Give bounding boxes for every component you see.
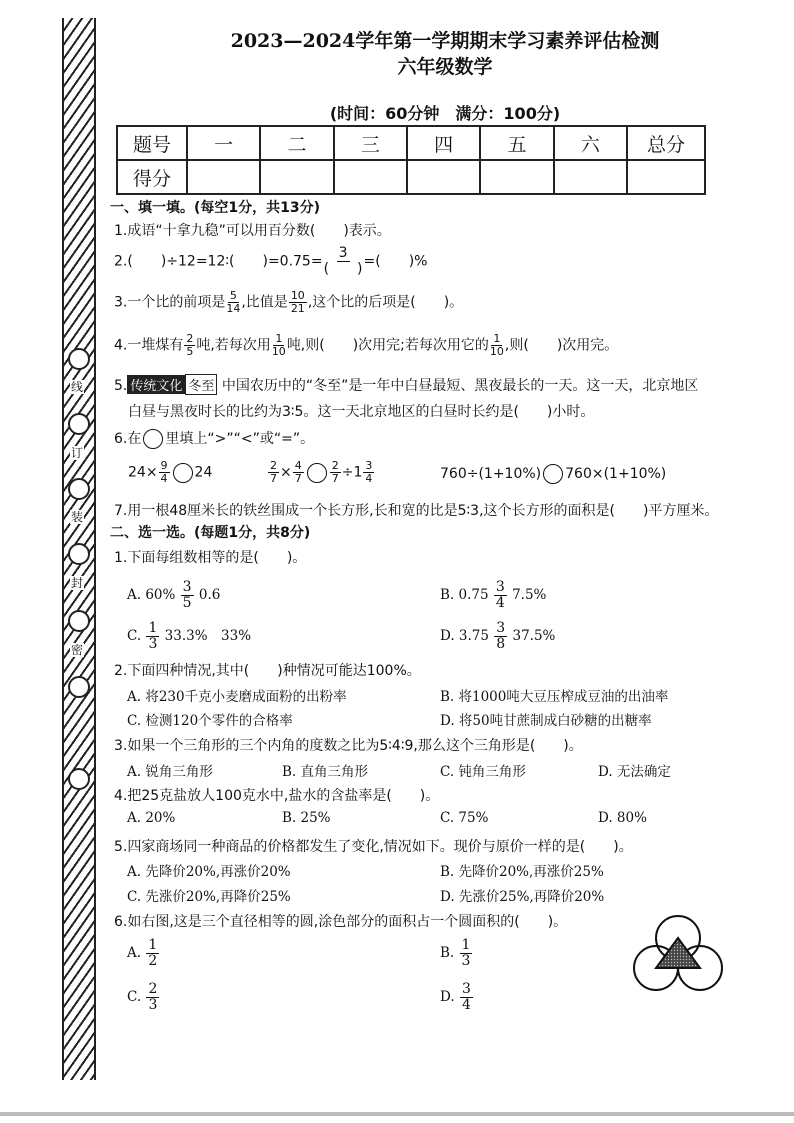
option-b[interactable]: B. 0.75 $\frac{3}{4}$ 7.5% — [440, 579, 547, 611]
s1-question-5: 5. 传统文化 冬至 中国农历中的“冬至”是一年中白昼最短、黑夜最长的一天。这一天，北京地区 — [114, 374, 698, 395]
score-table-header-row — [117, 126, 705, 160]
option-d[interactable]: D. 3.75 $\frac{3}{8}$ 37.5% — [440, 620, 556, 652]
score-input-cell[interactable] — [554, 160, 627, 194]
s2-question-2: 2.下面四种情况,其中( )种情况可能达100%。 — [114, 663, 421, 679]
score-header-cell: 一 — [187, 126, 260, 160]
circle-blank-icon — [143, 429, 163, 449]
binding-ring — [68, 676, 90, 698]
option-a[interactable]: A. 先降价20%,再涨价20% — [127, 864, 291, 880]
score-label-cell: 得分 — [117, 160, 187, 194]
compare-circle[interactable] — [543, 464, 563, 484]
score-input-cell[interactable] — [627, 160, 705, 194]
fraction: $\frac{1}{10}$ — [489, 332, 504, 358]
page-bottom-border — [0, 1112, 794, 1116]
option-d[interactable]: D. 80% — [598, 810, 647, 826]
option-b[interactable]: B. 25% — [282, 810, 331, 826]
binding-ring — [68, 610, 90, 632]
s2-question-4: 4.把25克盐放人100克水中,盐水的含盐率是( )。 — [114, 788, 440, 804]
fraction: $\frac{1}{3}$ — [461, 937, 471, 969]
option-b[interactable]: B. 将1000吨大豆压榨成豆油的出油率 — [440, 689, 669, 705]
binding-label: 密 — [70, 643, 83, 657]
option-d[interactable]: D. $\frac{3}{4}$ — [440, 981, 471, 1013]
option-c[interactable]: C. $\frac{1}{3}$ 33.3% 33% — [127, 620, 252, 652]
fraction: $\frac{3}{4}$ — [461, 981, 471, 1013]
fraction: $\frac{9}{4}$ — [160, 459, 168, 485]
s1-q6-expr-3: 760÷(1+10%) 760×(1+10%) — [440, 466, 667, 482]
fraction: $\frac{2}{3}$ — [148, 981, 158, 1013]
binding-ring — [68, 768, 90, 790]
fraction: $\frac{2}{7}$ — [270, 459, 277, 485]
fraction: $\frac{1}{2}$ — [148, 937, 158, 969]
option-a[interactable]: A. 将230千克小麦磨成面粉的出粉率 — [127, 689, 347, 705]
fraction: $\frac{3}{( )}$ — [323, 245, 363, 277]
binding-ring — [68, 413, 90, 435]
binding-label: 订 — [70, 446, 83, 460]
fraction: $\frac{2}{5}$ — [186, 332, 194, 358]
score-input-cell[interactable] — [407, 160, 480, 194]
binding-strip — [62, 18, 96, 1080]
s1-question-7: 7.用一根48厘米长的铁丝围成一个长方形,长和宽的比是5∶3,这个长方形的面积是( )平方厘米。 — [114, 503, 719, 519]
option-b[interactable]: B. $\frac{1}{3}$ — [440, 937, 471, 969]
fraction: $\frac{10}{21}$ — [290, 289, 305, 315]
score-header-cell: 二 — [260, 126, 333, 160]
three-circles-figure — [628, 910, 728, 1002]
option-b[interactable]: B. 先降价20%,再涨价25% — [440, 864, 604, 880]
s1-question-4: 4.一堆煤有 $\frac{2}{5}$ 吨,若每次用 $\frac{1}{10}$ 吨,则( )次用完;若每次用它的 $\frac{1}{10}$ ,则( )次用完。 — [114, 332, 619, 358]
exam-subtitle: 六年级数学 — [397, 56, 493, 78]
binding-ring — [68, 543, 90, 565]
s2-question-5: 5.四家商场同一种商品的价格都发生了变化,情况如下。现价与原价一样的是( )。 — [114, 839, 633, 855]
fraction: $\frac{1}{10}$ — [271, 332, 286, 358]
s2-question-3: 3.如果一个三角形的三个内角的度数之比为5∶4∶9,那么这个三角形是( )。 — [114, 738, 583, 754]
option-c[interactable]: C. $\frac{2}{3}$ — [127, 981, 158, 1013]
compare-circle[interactable] — [173, 463, 193, 483]
binding-label: 封 — [70, 576, 83, 590]
s1-q6-expr-1: 24× $\frac{9}{4}$ 24 — [128, 459, 213, 485]
option-c[interactable]: C. 先涨价20%,再降价25% — [127, 889, 291, 905]
score-input-cell[interactable] — [480, 160, 553, 194]
s2-question-6: 6.如右图,这是三个直径相等的圆,涂色部分的面积占一个圆面积的( )。 — [114, 914, 568, 930]
s2-question-1: 1.下面每组数相等的是( )。 — [114, 550, 307, 566]
s1-question-1: 1.成语“十拿九稳”可以用百分数( )表示。 — [114, 223, 391, 239]
fraction: $\frac{3}{5}$ — [182, 579, 192, 611]
s1-question-5-line2: 白昼与黑夜时长的比约为3∶5。这一天北京地区的白昼时长约是( )小时。 — [128, 404, 595, 420]
score-table-score-row — [117, 160, 705, 194]
culture-tag: 传统文化 — [127, 375, 185, 394]
score-input-cell[interactable] — [187, 160, 260, 194]
s1-question-6: 6.在 里填上“>”“<”或“=”。 — [114, 431, 315, 447]
option-c[interactable]: C. 检测120个零件的合格率 — [127, 713, 293, 729]
fraction: $\frac{1}{3}$ — [148, 620, 158, 652]
binding-ring — [68, 348, 90, 370]
option-a[interactable]: A. 锐角三角形 — [127, 764, 213, 780]
score-table — [116, 125, 706, 195]
section1-heading: 一、填一填。(每空1分，共13分) — [110, 200, 321, 216]
section2-heading: 二、选一选。(每题1分，共8分) — [110, 525, 311, 541]
score-header-cell: 三 — [334, 126, 407, 160]
fraction: $\frac{3}{4}$ — [365, 459, 373, 485]
option-a[interactable]: A. 60% $\frac{3}{5}$ 0.6 — [127, 579, 221, 611]
exam-title: 2023—2024学年第一学期期末学习素养评估检测 — [230, 30, 660, 52]
binding-label: 装 — [70, 510, 83, 524]
score-header-cell: 总分 — [627, 126, 705, 160]
score-header-cell: 题号 — [117, 126, 187, 160]
score-header-cell: 五 — [480, 126, 553, 160]
option-c[interactable]: C. 75% — [440, 810, 489, 826]
s1-question-2: 2.( )÷12=12∶( )=0.75= $\frac{3}{( )}$ =( )% — [114, 245, 428, 277]
binding-label: 线 — [70, 380, 83, 394]
winter-solstice-tag: 冬至 — [185, 374, 217, 395]
option-a[interactable]: A. $\frac{1}{2}$ — [127, 937, 158, 969]
option-d[interactable]: D. 将50吨甘蔗制成白砂糖的出糖率 — [440, 713, 652, 729]
option-b[interactable]: B. 直角三角形 — [282, 764, 369, 780]
score-header-cell: 六 — [554, 126, 627, 160]
fraction: $\frac{5}{14}$ — [226, 289, 241, 315]
binding-ring — [68, 478, 90, 500]
fraction: $\frac{3}{8}$ — [496, 620, 506, 652]
time-info: (时间：60分钟 满分：100分) — [329, 104, 561, 123]
s1-question-3: 3.一个比的前项是 $\frac{5}{14}$ ,比值是 $\frac{10}{21}$ ,这个比的后项是( )。 — [114, 289, 464, 315]
fraction: $\frac{2}{7}$ — [331, 459, 339, 485]
score-input-cell[interactable] — [260, 160, 333, 194]
option-c[interactable]: C. 钝角三角形 — [440, 764, 526, 780]
fraction: $\frac{4}{7}$ — [294, 459, 302, 485]
s1-q6-expr-2: $\frac{2}{7}$ × $\frac{4}{7}$ $\frac{2}{7}$ ÷1 $\frac{3}{4}$ — [270, 459, 373, 485]
option-d[interactable]: D. 无法确定 — [598, 764, 671, 780]
option-a[interactable]: A. 20% — [127, 810, 176, 826]
score-header-cell: 四 — [407, 126, 480, 160]
fraction: $\frac{3}{4}$ — [495, 579, 505, 611]
compare-circle[interactable] — [307, 463, 327, 483]
score-input-cell[interactable] — [334, 160, 407, 194]
option-d[interactable]: D. 先涨价25%,再降价20% — [440, 889, 605, 905]
